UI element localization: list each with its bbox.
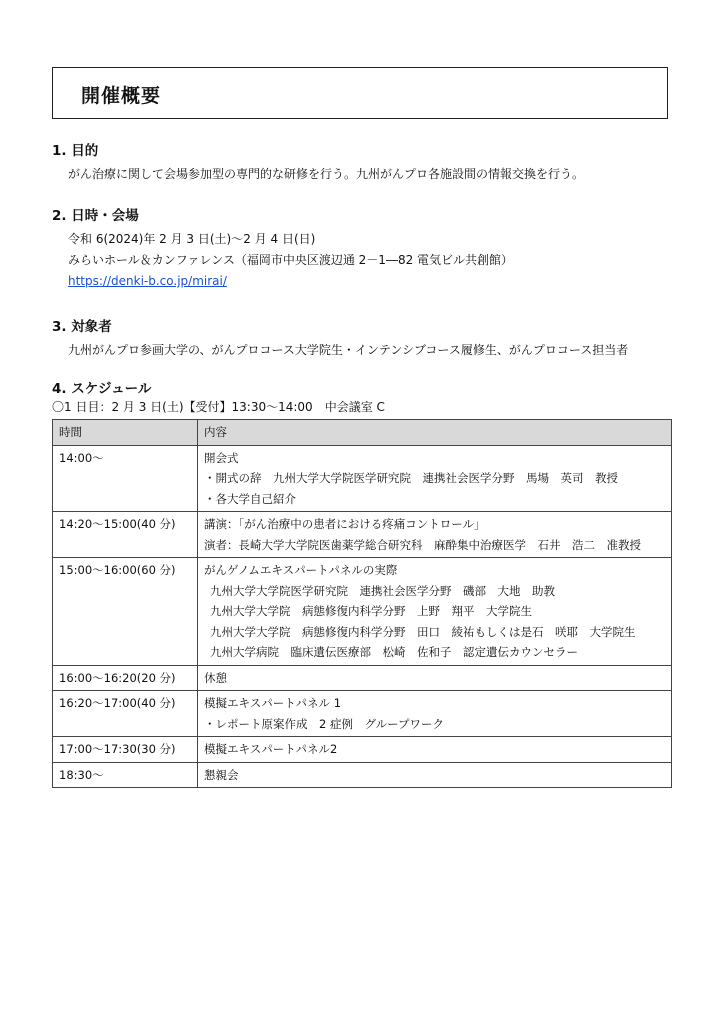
schedule-line: 休憩 (204, 670, 227, 685)
section-purpose (52, 139, 682, 185)
schedule-line: 九州大学大学院 病態修復内科学分野 田口 綾祐もしくは是石 咲耶 大学院生 (210, 624, 636, 639)
page-title: 開催概要 (81, 85, 162, 107)
section-heading: 4. スケジュール (52, 381, 152, 397)
schedule-time: 17:00～17:30(30 分) (53, 737, 198, 763)
table-row (53, 762, 672, 788)
table-row (53, 512, 672, 558)
schedule-line: がんゲノムエキスパートパネルの実際 (204, 563, 398, 577)
schedule-content (198, 558, 672, 666)
venue-link[interactable]: https://denki-b.co.jp/mirai/ (68, 274, 227, 288)
schedule-time: 16:20～17:00(40 分) (53, 691, 198, 737)
schedule-line: ・各大学自己紹介 (204, 491, 296, 506)
schedule-content (198, 691, 672, 737)
schedule-content (198, 762, 672, 788)
schedule-line: ・レポート原案作成 2 症例 グループワーク (204, 716, 445, 731)
event-date: 令和 6(2024)年 2 月 3 日(土)～2 月 4 日(日) (68, 232, 316, 246)
section-heading: 3. 対象者 (52, 319, 112, 335)
target-text: 九州がんプロ参画大学の、がんプロコース大学院生・インテンシブコース履修生、がんプロコース担当者 (68, 343, 629, 357)
schedule-line: 九州大学大学院医学研究院 連携社会医学分野 磯部 大地 助教 (210, 583, 555, 598)
section-heading: 2. 日時・会場 (52, 208, 139, 224)
schedule-day1: 〇1 日目：2 月 3 日(土)【受付】13:30～14:00 中会議室 C (52, 400, 385, 414)
table-row (53, 691, 672, 737)
section-heading: 1. 目的 (52, 143, 99, 159)
schedule-line: ・開式の辞 九州大学大学院医学研究院 連携社会医学分野 馬場 英司 教授 (204, 471, 618, 485)
table-row (53, 558, 672, 666)
schedule-time: 16:00～16:20(20 分) (53, 665, 198, 691)
title-box (52, 67, 668, 119)
schedule-line: 模擬エキスパートパネル 1 (204, 696, 342, 710)
schedule-time: 14:00～ (53, 445, 198, 512)
schedule-time: 14:20～15:00(40 分) (53, 512, 198, 558)
schedule-line: 九州大学大学院 病態修復内科学分野 上野 翔平 大学院生 (210, 604, 532, 618)
table-row (53, 665, 672, 691)
schedule-line: 九州大学病院 臨床遺伝医療部 松崎 佐和子 認定遺伝カウンセラー (210, 645, 578, 659)
purpose-text: がん治療に関して会場参加型の専門的な研修を行う。九州がんプロ各施設間の情報交換を行う。 (68, 167, 585, 181)
table-row (53, 445, 672, 512)
section-datetime (52, 204, 682, 292)
event-venue: みらいホール＆カンファレンス（福岡市中央区渡辺通 2－1―82 電気ビル共創館） (68, 253, 514, 267)
schedule-time: 15:00～16:00(60 分) (53, 558, 198, 666)
column-header-time: 時間 (53, 420, 198, 446)
schedule-line: 模擬エキスパートパネル2 (204, 742, 338, 756)
column-header-content: 内容 (198, 420, 672, 446)
schedule-line: 演者：長崎大学大学院医歯薬学総合研究科 麻酔集中治療医学 石井 浩二 准教授 (204, 537, 641, 552)
schedule-line: 開会式 (204, 450, 239, 465)
schedule-content (198, 512, 672, 558)
schedule-table (52, 419, 672, 788)
schedule-content (198, 737, 672, 763)
schedule-time: 18:30～ (53, 762, 198, 788)
section-target (52, 315, 682, 361)
schedule-line: 講演：「がん治療中の患者における疼痛コントロール」 (204, 517, 486, 531)
schedule-line: 懇親会 (204, 767, 239, 782)
schedule-content (198, 665, 672, 691)
table-row (53, 737, 672, 763)
schedule-content (198, 445, 672, 512)
